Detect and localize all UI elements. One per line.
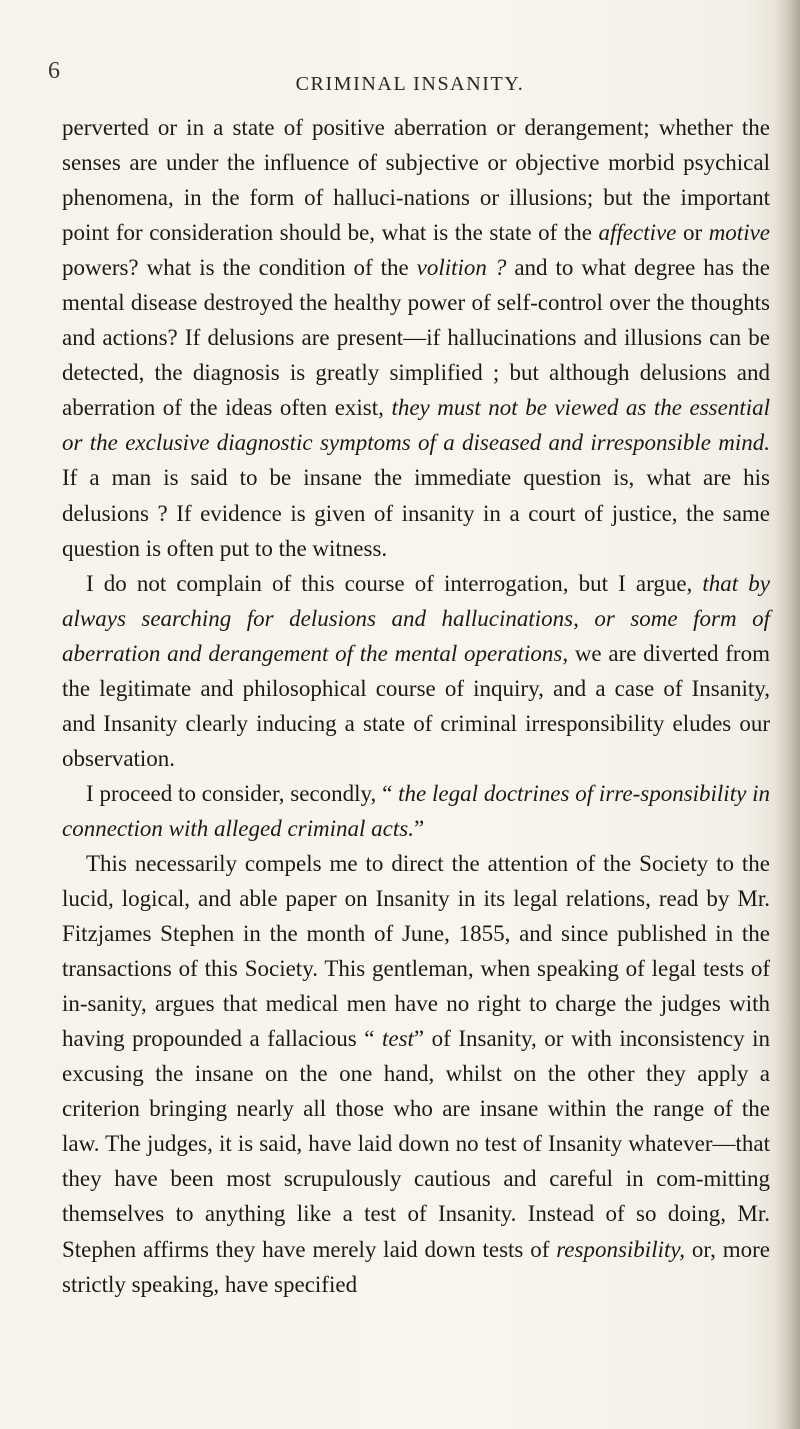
paragraph-2	[62, 566, 770, 776]
text-run: I do not complain of this course of interrogation, but I argue,	[86, 570, 703, 596]
italic-run: volition ?	[416, 255, 507, 281]
text-run: This necessarily compels me to direct the attention of the Society to the lucid, logical, and able paper on Insanity in its legal relations, read by Mr. Fitzjames Stephen in the month of June, 1855, and since published in the transactions of this Society. This gentleman, when speaking of legal tests of in-sanity, argues that medical men have no right to charge the judges with having propounded a fallacious “	[62, 850, 770, 1052]
page-edge-shadow	[774, 0, 800, 1429]
text-run: powers? what is the condition of the	[62, 255, 417, 281]
italic-run: test	[381, 1026, 414, 1052]
italic-run: the legal doctrines of irre-sponsibility in connection with alleged criminal acts.	[62, 780, 770, 841]
text-run: ” of Insanity, or with inconsistency in excusing the insane on the one hand, whilst on the other they apply a criterion bringing nearly all those who are insane within the range of the law. The judges, it is said, have laid down no test of Insanity whatever—that they have been most scrupulously cautious and careful in com-mitting themselves to anything like a test of Insanity. Instead of so doing, Mr. Stephen affirms they have merely laid down tests of	[62, 1026, 770, 1262]
paragraph-1	[62, 110, 770, 566]
running-head: CRIMINAL INSANITY.	[295, 73, 525, 95]
text-run: we are diverted from the legitimate and philosophical course of inquiry, and a case of Insanity, and Insanity clearly inducing a state of criminal irresponsibility eludes our observation.	[62, 640, 770, 771]
text-run: or, more strictly speaking, have specified	[62, 1236, 770, 1297]
text-run: or	[676, 220, 709, 246]
italic-run: responsibility,	[556, 1236, 686, 1262]
page-number: 6	[48, 58, 60, 84]
italic-run: affective	[598, 220, 677, 246]
paragraph-3	[62, 776, 770, 846]
text-run: and to what degree has the mental disease destroyed the healthy power of self-control over the thoughts and actions? If delusions are present—if hallucinations and illusions can be detected, the diagnosis is greatly simplified ; but although delusions and aberration of the ideas often exist,	[62, 255, 770, 421]
text-run: I proceed to consider, secondly, “	[86, 780, 399, 806]
text-run: If a man is said to be insane the immediate question is, what are his delusions ? If evidence is given of insanity in a court of justice, the same question is often put to the witness.	[62, 465, 770, 561]
italic-run: that by always searching for delusions and hallucinations, or some form of aberration and derangement of the mental operations,	[62, 570, 770, 666]
italic-run: they must not be viewed as the essential or the exclusive diagnostic symptoms of a diseased and irresponsible mind.	[62, 395, 770, 456]
text-run: ”	[413, 815, 425, 841]
body-text	[62, 110, 770, 1302]
text-run: perverted or in a state of positive aberration or derangement; whether the senses are under the influence of subjective or objective morbid psychical phenomena, in the form of halluci-nations or illusions; but the important point for consideration should be, what is the state of the	[62, 115, 770, 246]
paragraph-4	[62, 846, 770, 1302]
italic-run: motive	[708, 220, 770, 246]
